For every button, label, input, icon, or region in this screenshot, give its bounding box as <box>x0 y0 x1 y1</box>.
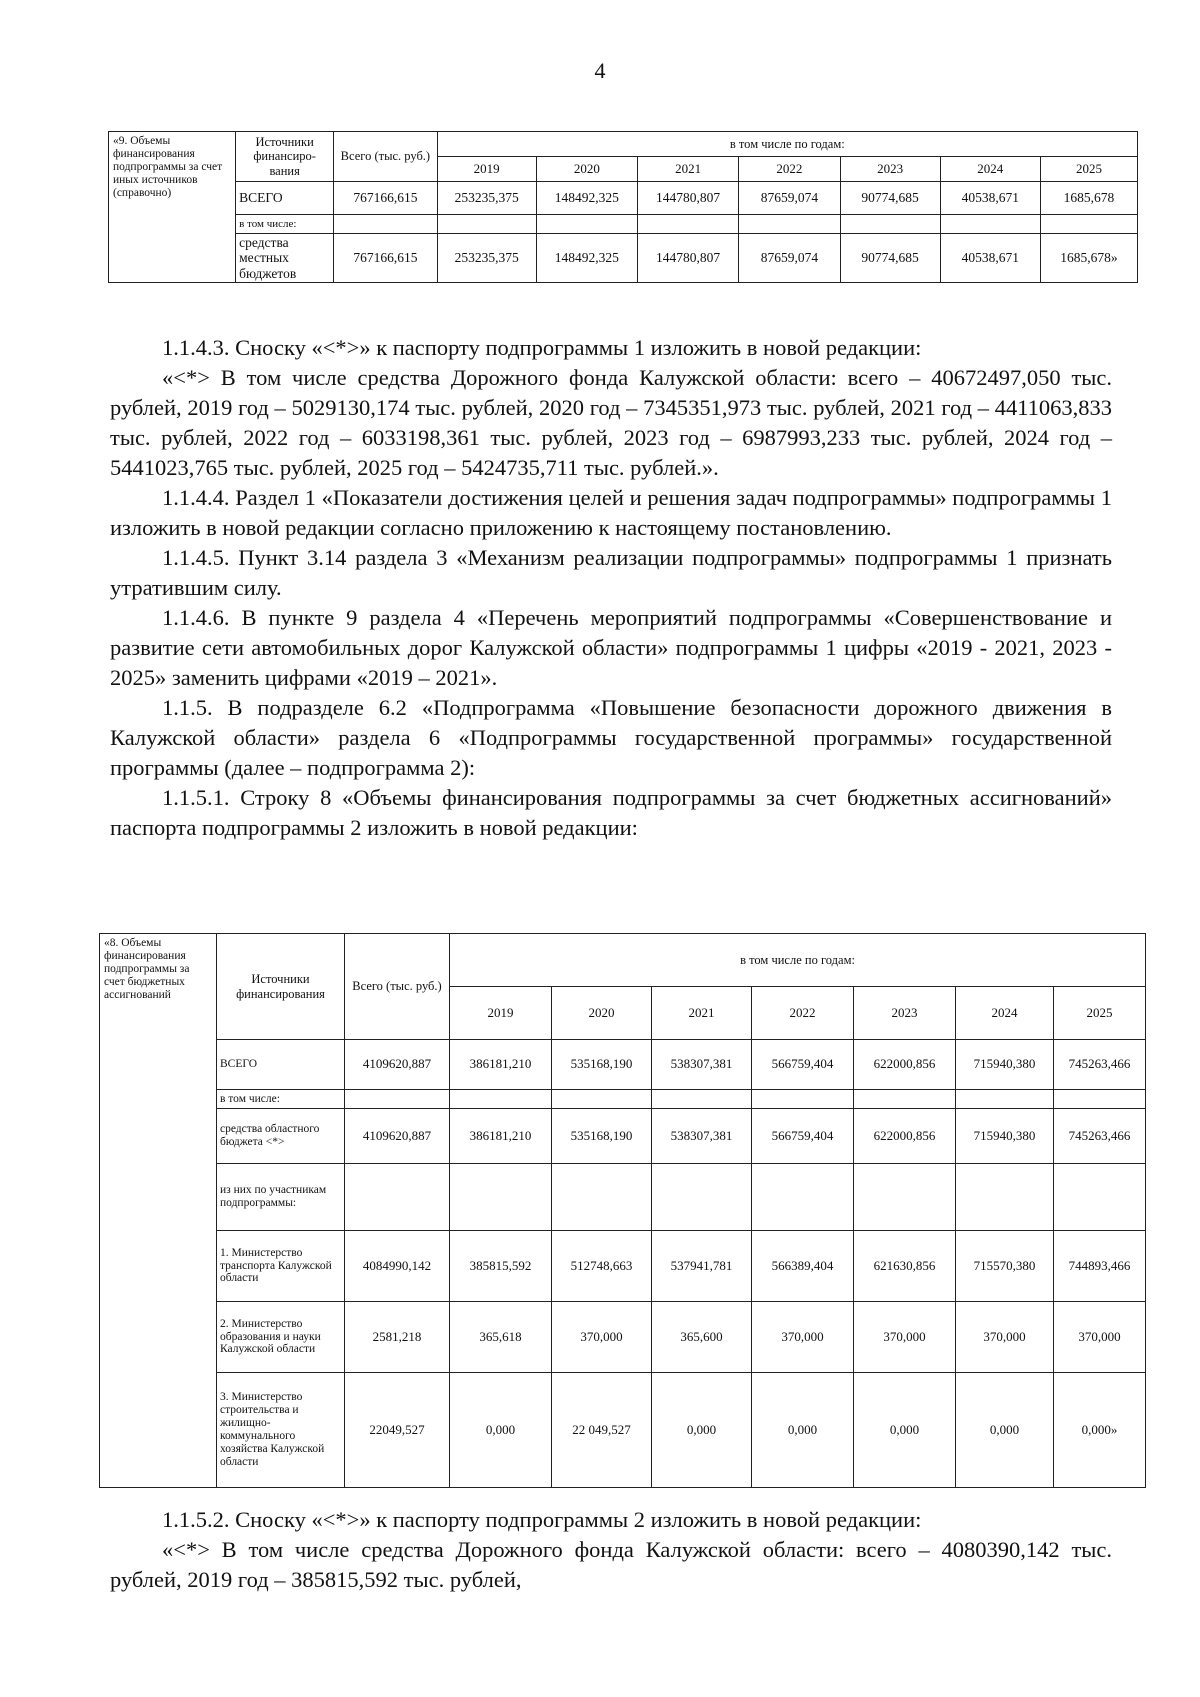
year-header: 2023 <box>854 987 956 1040</box>
value-cell <box>637 215 738 234</box>
table-row <box>100 1040 1146 1090</box>
year-header: 2025 <box>1054 987 1146 1040</box>
years-group-header: в том числе по годам: <box>450 934 1146 987</box>
value-cell: 744893,466 <box>1054 1231 1146 1302</box>
year-header: 2023 <box>840 157 940 182</box>
value-cell <box>940 215 1040 234</box>
value-cell: 90774,685 <box>840 182 940 215</box>
row-label: «9. Объемы финансирования подпрограммы за счет иных источников (справочно) <box>109 132 236 283</box>
value-cell: 144780,807 <box>637 234 738 283</box>
table-row <box>100 1231 1146 1302</box>
value-cell: 535168,190 <box>552 1040 652 1090</box>
table-row <box>100 1090 1146 1109</box>
value-cell <box>956 1090 1054 1109</box>
value-cell: 621630,856 <box>854 1231 956 1302</box>
value-cell: 512748,663 <box>552 1231 652 1302</box>
value-cell: 253235,375 <box>437 234 536 283</box>
value-cell: 87659,074 <box>739 182 840 215</box>
paragraph: 1.1.4.3. Сноску «<*>» к паспорту подпрограммы 1 изложить в новой редакции: <box>162 335 922 360</box>
paragraph: 1.1.4.4. Раздел 1 «Показатели достижения целей и решения задач подпрограммы» подпрограммы 1 изложить в новой редакции согласно приложению к настоящему постановлению. <box>110 485 1112 540</box>
col-sources-header: Источники финансирования <box>217 934 345 1040</box>
value-cell: 386181,210 <box>450 1109 552 1164</box>
value-cell <box>752 1164 854 1231</box>
value-cell <box>552 1164 652 1231</box>
value-cell <box>752 1090 854 1109</box>
year-header: 2024 <box>940 157 1040 182</box>
value-cell <box>739 215 840 234</box>
value-cell <box>840 215 940 234</box>
source-name: в том числе: <box>236 215 334 234</box>
amendment-text <box>110 333 1112 843</box>
value-cell: 0,000 <box>854 1373 956 1488</box>
year-header: 2021 <box>652 987 752 1040</box>
value-cell: 622000,856 <box>854 1040 956 1090</box>
table-row <box>109 182 1138 215</box>
paragraph: «<*> В том числе средства Дорожного фонда Калужской области: всего – 40672497,050 тыс. рублей, 2019 год – 5029130,174 тыс. рублей, 2020 год – 7345351,973 тыс. рублей, 2021 год – 4411063,833 тыс. рублей, 2022 год – 6033198,361 тыс. рублей, 2023 год – 6987993,233 тыс. рублей, 2024 год – 5441023,765 тыс. рублей, 2025 год – 5424735,711 тыс. рублей.». <box>110 365 1112 480</box>
financing-table-budget <box>99 933 1146 1488</box>
value-cell: 148492,325 <box>536 182 637 215</box>
year-header: 2024 <box>956 987 1054 1040</box>
value-cell: 715570,380 <box>956 1231 1054 1302</box>
source-name: ВСЕГО <box>217 1040 345 1090</box>
year-header: 2022 <box>739 157 840 182</box>
value-cell: 370,000 <box>956 1302 1054 1373</box>
total-cell: 4109620,887 <box>345 1040 450 1090</box>
table-row <box>109 215 1138 234</box>
value-cell: 1685,678 <box>1040 182 1137 215</box>
total-cell <box>334 215 437 234</box>
value-cell: 566759,404 <box>752 1040 854 1090</box>
value-cell <box>956 1164 1054 1231</box>
value-cell: 715940,380 <box>956 1109 1054 1164</box>
value-cell <box>536 215 637 234</box>
total-cell <box>345 1090 450 1109</box>
value-cell: 40538,671 <box>940 234 1040 283</box>
col-sources-header: Источники финансиро-вания <box>236 132 334 182</box>
page-number: 4 <box>594 58 606 83</box>
value-cell: 0,000 <box>652 1373 752 1488</box>
amendment-text-continued <box>110 1505 1112 1595</box>
value-cell <box>1040 215 1137 234</box>
value-cell: 144780,807 <box>637 182 738 215</box>
value-cell: 745263,466 <box>1054 1040 1146 1090</box>
source-name: в том числе: <box>217 1090 345 1109</box>
source-name: 1. Министерство транспорта Калужской области <box>217 1231 345 1302</box>
value-cell: 0,000 <box>752 1373 854 1488</box>
value-cell: 0,000 <box>956 1373 1054 1488</box>
value-cell: 40538,671 <box>940 182 1040 215</box>
total-cell: 2581,218 <box>345 1302 450 1373</box>
table-row <box>100 1373 1146 1488</box>
value-cell <box>854 1090 956 1109</box>
value-cell: 386181,210 <box>450 1040 552 1090</box>
year-header: 2022 <box>752 987 854 1040</box>
value-cell <box>437 215 536 234</box>
year-header: 2025 <box>1040 157 1137 182</box>
paragraph: 1.1.5.2. Сноску «<*>» к паспорту подпрограммы 2 изложить в новой редакции: <box>162 1507 922 1532</box>
source-name: 2. Министерство образования и науки Калужской области <box>217 1302 345 1373</box>
paragraph: 1.1.4.5. Пункт 3.14 раздела 3 «Механизм реализации подпрограммы» подпрограммы 1 признать утратившим силу. <box>110 545 1112 600</box>
paragraph: 1.1.4.6. В пункте 9 раздела 4 «Перечень мероприятий подпрограммы «Совершенствование и развитие сети автомобильных дорог Калужской области» подпрограммы 1 цифры «2019 - 2021, 2023 - 2025» заменить цифрами «2019 – 2021». <box>110 605 1112 690</box>
value-cell <box>450 1090 552 1109</box>
source-name: средства местных бюджетов <box>236 234 334 283</box>
value-cell: 715940,380 <box>956 1040 1054 1090</box>
total-cell: 22049,527 <box>345 1373 450 1488</box>
row-label: «8. Объемы финансирования подпрограммы за счет бюджетных ассигнований <box>100 934 217 1488</box>
paragraph: 1.1.5.1. Строку 8 «Объемы финансирования подпрограммы за счет бюджетных ассигнований» паспорта подпрограммы 2 изложить в новой редакции: <box>110 785 1112 840</box>
source-name: из них по участникам подпрограммы: <box>217 1164 345 1231</box>
value-cell: 370,000 <box>552 1302 652 1373</box>
table-row <box>109 234 1138 283</box>
year-header: 2019 <box>450 987 552 1040</box>
value-cell: 365,618 <box>450 1302 552 1373</box>
paragraph: «<*> В том числе средства Дорожного фонда Калужской области: всего – 4080390,142 тыс. рублей, 2019 год – 385815,592 тыс. рублей, <box>110 1537 1112 1592</box>
total-cell: 767166,615 <box>334 234 437 283</box>
value-cell: 538307,381 <box>652 1109 752 1164</box>
value-cell <box>652 1164 752 1231</box>
table-row <box>100 1302 1146 1373</box>
total-cell: 4084990,142 <box>345 1231 450 1302</box>
table-row <box>100 1164 1146 1231</box>
financing-table-other-sources <box>108 131 1138 283</box>
value-cell: 566389,404 <box>752 1231 854 1302</box>
value-cell <box>1054 1164 1146 1231</box>
value-cell: 365,600 <box>652 1302 752 1373</box>
source-name: средства областного бюджета <*> <box>217 1109 345 1164</box>
year-header: 2020 <box>552 987 652 1040</box>
value-cell: 1685,678» <box>1040 234 1137 283</box>
years-group-header: в том числе по годам: <box>437 132 1137 157</box>
value-cell: 87659,074 <box>739 234 840 283</box>
value-cell <box>652 1090 752 1109</box>
value-cell: 385815,592 <box>450 1231 552 1302</box>
source-name: ВСЕГО <box>236 182 334 215</box>
value-cell: 0,000» <box>1054 1373 1146 1488</box>
value-cell <box>1054 1090 1146 1109</box>
value-cell: 535168,190 <box>552 1109 652 1164</box>
total-cell: 767166,615 <box>334 182 437 215</box>
total-cell: 4109620,887 <box>345 1109 450 1164</box>
col-total-header: Всего (тыс. руб.) <box>334 132 437 182</box>
value-cell <box>854 1164 956 1231</box>
value-cell: 22 049,527 <box>552 1373 652 1488</box>
year-header: 2020 <box>536 157 637 182</box>
value-cell <box>450 1164 552 1231</box>
year-header: 2021 <box>637 157 738 182</box>
value-cell: 537941,781 <box>652 1231 752 1302</box>
value-cell: 745263,466 <box>1054 1109 1146 1164</box>
value-cell: 538307,381 <box>652 1040 752 1090</box>
source-name: 3. Министерство строительства и жилищно-коммунального хозяйства Калужской области <box>217 1373 345 1488</box>
value-cell: 370,000 <box>854 1302 956 1373</box>
total-cell <box>345 1164 450 1231</box>
value-cell: 370,000 <box>1054 1302 1146 1373</box>
table-row <box>100 1109 1146 1164</box>
value-cell: 253235,375 <box>437 182 536 215</box>
paragraph: 1.1.5. В подразделе 6.2 «Подпрограмма «Повышение безопасности дорожного движения в Калужской области» раздела 6 «Подпрограммы государственной программы» государственной программы (далее – подпрограмма 2): <box>110 695 1112 780</box>
value-cell: 0,000 <box>450 1373 552 1488</box>
value-cell: 370,000 <box>752 1302 854 1373</box>
col-total-header: Всего (тыс. руб.) <box>345 934 450 1040</box>
value-cell <box>552 1090 652 1109</box>
value-cell: 622000,856 <box>854 1109 956 1164</box>
value-cell: 566759,404 <box>752 1109 854 1164</box>
value-cell: 148492,325 <box>536 234 637 283</box>
value-cell: 90774,685 <box>840 234 940 283</box>
year-header: 2019 <box>437 157 536 182</box>
